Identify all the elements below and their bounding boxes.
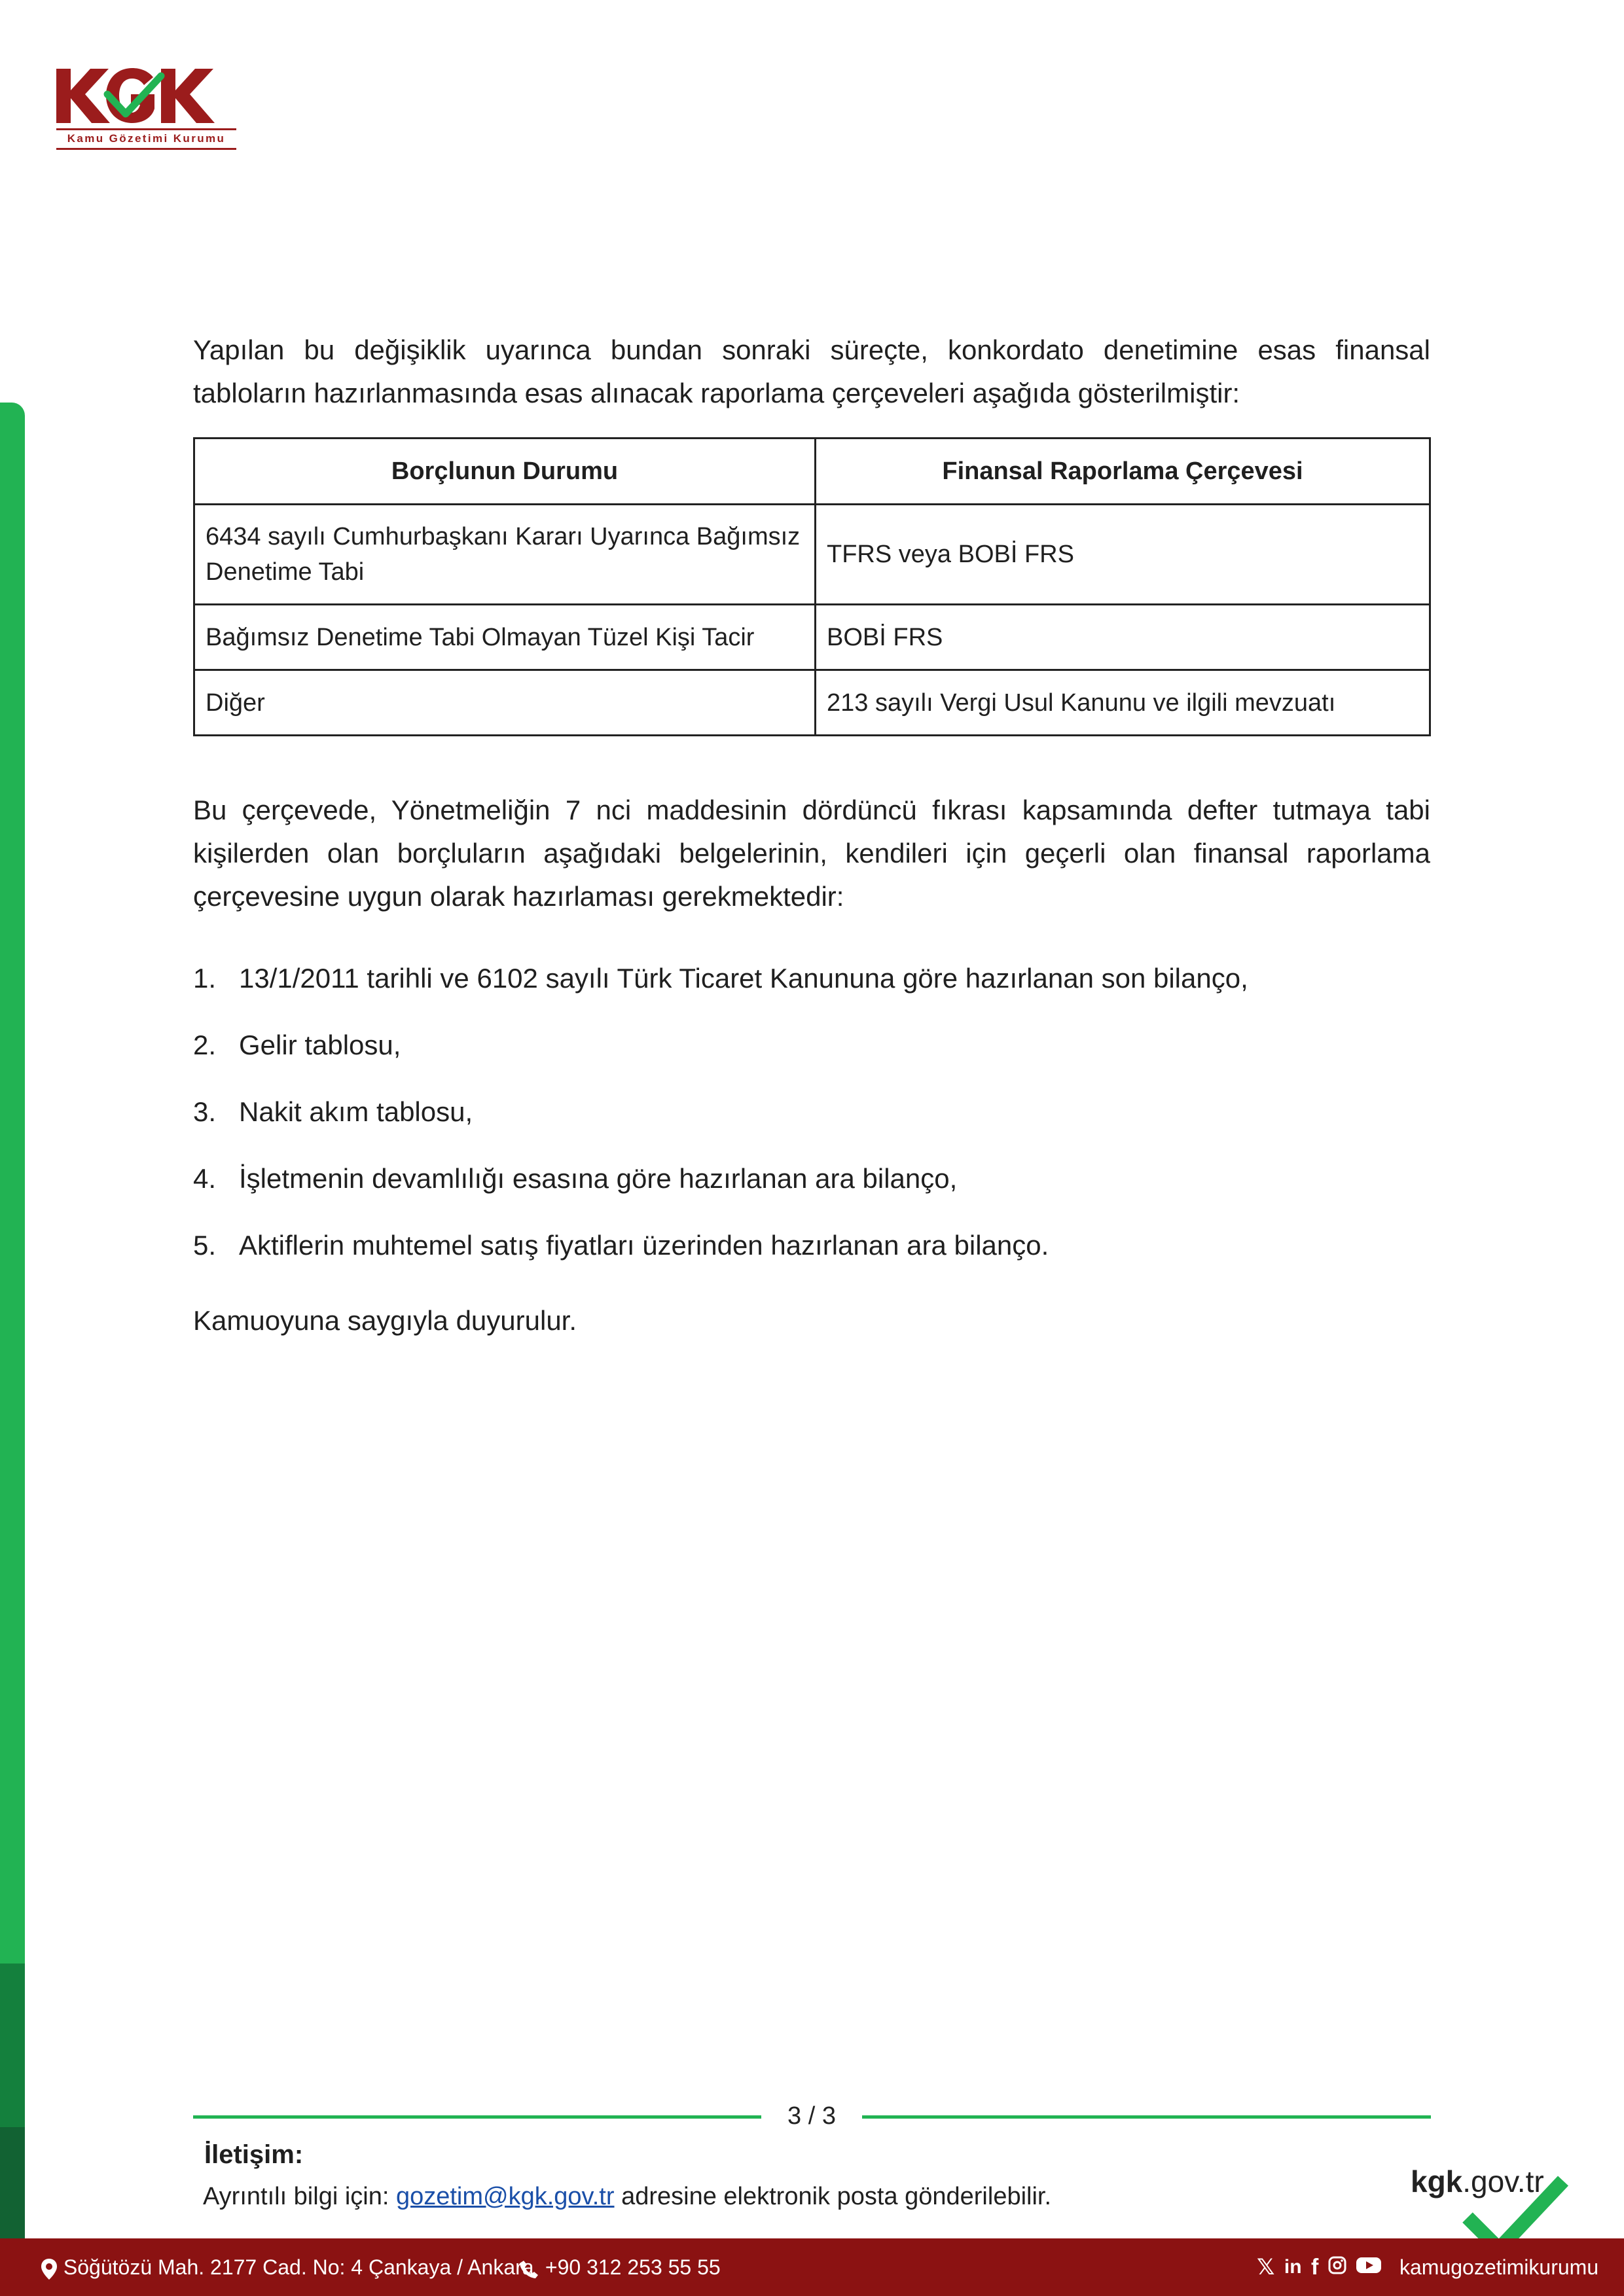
- contact-suffix: adresine elektronik posta gönderilebilir.: [621, 2183, 1052, 2210]
- footer-divider-right: [862, 2115, 1431, 2119]
- table-cell: Bağımsız Denetime Tabi Olmayan Tüzel Kişi Tacir: [194, 605, 816, 670]
- logo-rule: [56, 128, 236, 130]
- left-accent-bar-darker-segment: [0, 2127, 25, 2238]
- document-list: [193, 957, 1430, 1291]
- table-cell: 213 sayılı Vergi Usul Kanunu ve ilgili mevzuatı: [816, 670, 1430, 736]
- list-item-text: İşletmenin devamlılığı esasına göre hazırlanan ara bilanço,: [239, 1163, 958, 1194]
- location-pin-icon: [41, 2258, 58, 2280]
- list-item-number: 1.: [193, 963, 217, 994]
- kgk-logo: [56, 65, 236, 154]
- footer-phone-text: +90 312 253 55 55: [545, 2255, 721, 2279]
- footer-social-handle[interactable]: kamugozetimikurumu: [1399, 2255, 1599, 2279]
- table-header-row: [194, 439, 1430, 505]
- list-item: [193, 1024, 1430, 1090]
- list-item-number: 3.: [193, 1096, 217, 1127]
- table-cell: Diğer: [194, 670, 816, 736]
- kgk-logo-mark: [56, 65, 236, 124]
- table-row: [194, 670, 1430, 736]
- contact-title: İletişim:: [204, 2140, 304, 2169]
- list-item: [193, 1090, 1430, 1157]
- body-paragraph: Bu çerçevede, Yönetmeliğin 7 nci maddesinin dördüncü fıkrası kapsamında defter tutmaya tabi kişilerden olan borçluların aşağıdaki belgelerinin, kendileri için geçerli olan finansal raporlama çerçevesine uygun olarak hazırlaması gerekmektedir:: [193, 795, 1430, 912]
- table-header-cell: Borçlunun Durumu: [194, 439, 816, 505]
- list-item-text: Gelir tablosu,: [239, 1030, 401, 1060]
- list-item-number: 4.: [193, 1163, 217, 1194]
- closing-sentence: Kamuoyuna saygıyla duyurulur.: [193, 1305, 577, 1336]
- list-item-number: 2.: [193, 1030, 217, 1060]
- table-header-cell: Finansal Raporlama Çerçevesi: [816, 439, 1430, 505]
- footer-address-text: Söğütözü Mah. 2177 Cad. No: 4 Çankaya / Ankara: [63, 2255, 534, 2279]
- footer-address: [41, 2238, 534, 2296]
- intro-paragraph: Yapılan bu değişiklik uyarınca bundan sonraki süreçte, konkordato denetimine esas finansal tabloların hazırlanmasında esas alınacak raporlama çerçeveleri aşağıda gösterilmiştir:: [193, 334, 1430, 408]
- list-item-text: Aktiflerin muhtemel satış fiyatları üzerinden hazırlanan ara bilanço.: [239, 1230, 1049, 1261]
- contact-line: [203, 2178, 1051, 2215]
- x-icon[interactable]: 𝕏: [1257, 2255, 1275, 2280]
- contact-email-link[interactable]: gozetim@kgk.gov.tr: [395, 2183, 615, 2210]
- list-item: [193, 957, 1430, 1024]
- social-icons: [1257, 2254, 1388, 2280]
- table-row: [194, 605, 1430, 670]
- reporting-framework-table: [193, 437, 1431, 736]
- footer-bar: [0, 2238, 1624, 2296]
- list-item-number: 5.: [193, 1230, 217, 1261]
- contact-prefix: Ayrıntılı bilgi için:: [203, 2183, 389, 2210]
- linkedin-icon[interactable]: in: [1284, 2256, 1302, 2278]
- list-item-text: Nakit akım tablosu,: [239, 1096, 473, 1127]
- list-item-text: 13/1/2011 tarihli ve 6102 sayılı Türk Ticaret Kanununa göre hazırlanan son bilanço,: [239, 963, 1248, 994]
- website-brand-domain: .gov.tr: [1462, 2164, 1544, 2198]
- phone-icon: [518, 2259, 539, 2280]
- table-cell: BOBİ FRS: [816, 605, 1430, 670]
- table-cell: 6434 sayılı Cumhurbaşkanı Kararı Uyarınca Bağımsız Denetime Tabi: [194, 505, 816, 605]
- list-item: [193, 1157, 1430, 1224]
- left-accent-bar: [0, 403, 25, 2238]
- facebook-icon[interactable]: f: [1310, 2255, 1319, 2280]
- logo-tagline: Kamu Gözetimi Kurumu: [56, 132, 236, 150]
- list-item: [193, 1224, 1430, 1291]
- footer-phone[interactable]: [518, 2238, 721, 2296]
- page-number: 3 / 3: [787, 2102, 836, 2130]
- youtube-icon[interactable]: [1356, 2254, 1382, 2280]
- instagram-icon[interactable]: [1328, 2254, 1346, 2280]
- table-cell: TFRS veya BOBİ FRS: [816, 505, 1430, 605]
- website-brand-bold: kgk: [1411, 2164, 1463, 2198]
- table-row: [194, 505, 1430, 605]
- footer-divider-left: [193, 2115, 761, 2119]
- left-accent-bar-dark-segment: [0, 1964, 25, 2127]
